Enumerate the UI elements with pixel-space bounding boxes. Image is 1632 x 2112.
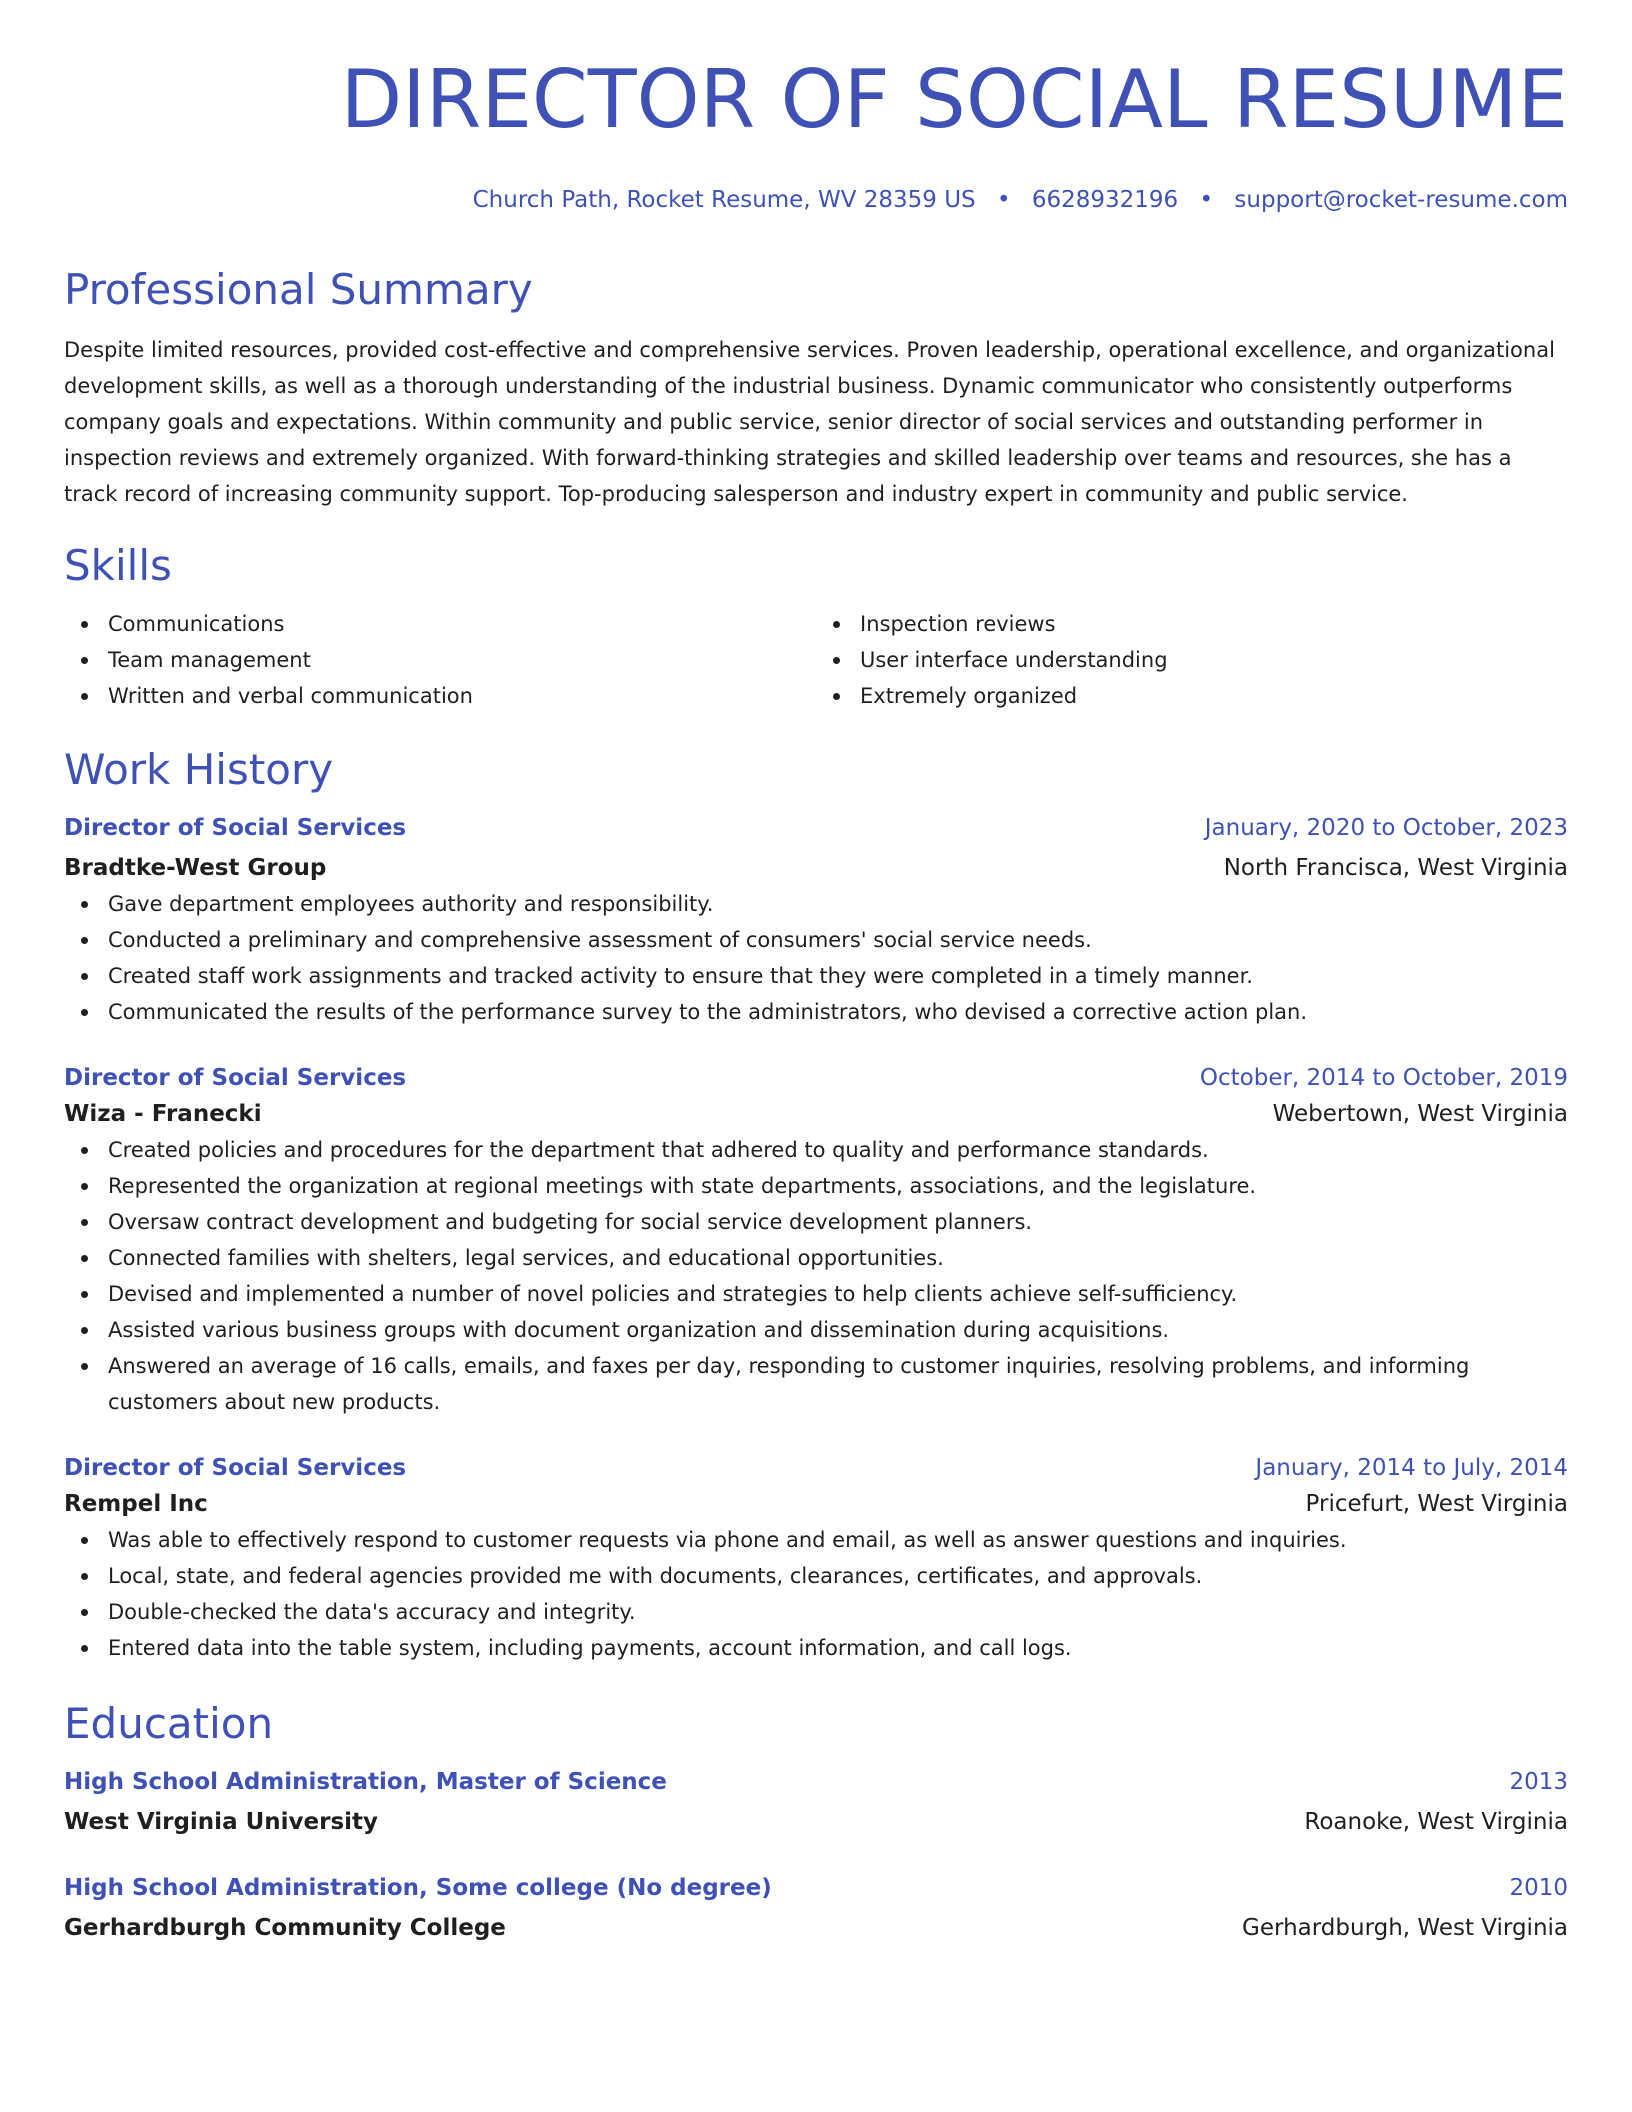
skills-column-right [816,606,1568,714]
job-bullet: Represented the organization at regional meetings with state departments, associations, and the legislature. [64,1168,1568,1204]
education-header-row [64,1764,1568,1800]
job-location: Pricefurt, West Virginia [1305,1491,1568,1517]
skills-column-left [64,606,816,714]
job-dates: January, 2014 to July, 2014 [1255,1455,1568,1481]
resume-title: DIRECTOR OF SOCIAL RESUME [340,53,1568,146]
job-title: Director of Social Services [64,1065,407,1091]
job-employer: Bradtke-West Group [64,855,327,881]
job-employer: Wiza - Franecki [64,1101,262,1127]
job-employer-row [64,1486,1568,1522]
job-bullet: Oversaw contract development and budgeting for social service development planners. [64,1204,1568,1240]
job-entry [64,1060,1568,1420]
education-year: 2010 [1509,1875,1568,1901]
job-bullet: Entered data into the table system, including payments, account information, and call logs. [64,1630,1568,1666]
job-location: Webertown, West Virginia [1272,1101,1568,1127]
education-heading: Education [64,1699,274,1748]
job-dates: October, 2014 to October, 2019 [1199,1065,1568,1091]
job-bullets [64,886,1568,1030]
education-location: Gerhardburgh, West Virginia [1242,1915,1568,1941]
job-title: Director of Social Services [64,1455,407,1481]
job-bullet: Assisted various business groups with document organization and dissemination during acquisitions. [64,1312,1568,1348]
job-bullets [64,1522,1568,1666]
education-school: West Virginia University [64,1809,379,1835]
contact-address: Church Path, Rocket Resume, WV 28359 US [472,187,976,213]
job-header-row [64,1060,1568,1096]
education-entry [64,1870,1568,1946]
contact-separator: • [996,187,1011,213]
job-bullet: Conducted a preliminary and comprehensive assessment of consumers' social service needs. [64,922,1568,958]
job-entry [64,810,1568,1030]
contact-phone: 6628932196 [1031,187,1179,213]
job-header-row [64,1450,1568,1486]
job-dates: January, 2020 to October, 2023 [1204,815,1568,841]
education-header-row [64,1870,1568,1906]
job-location: North Francisca, West Virginia [1223,855,1568,881]
skill-item: User interface understanding [816,642,1568,678]
job-bullet: Local, state, and federal agencies provided me with documents, clearances, certificates, and approvals. [64,1558,1568,1594]
job-header-row [64,810,1568,846]
skill-item: Communications [64,606,816,642]
skill-item: Written and verbal communication [64,678,816,714]
job-entry [64,1450,1568,1666]
education-degree: High School Administration, Some college (No degree) [64,1875,772,1901]
job-bullet: Created staff work assignments and tracked activity to ensure that they were completed in a timely manner. [64,958,1568,994]
education-location: Roanoke, West Virginia [1304,1809,1568,1835]
work-history-heading: Work History [64,745,334,794]
skills-heading: Skills [64,541,172,590]
job-bullet: Devised and implemented a number of novel policies and strategies to help clients achieve self-sufficiency. [64,1276,1568,1312]
job-employer-row [64,1096,1568,1132]
education-entry [64,1764,1568,1840]
job-bullet: Connected families with shelters, legal services, and educational opportunities. [64,1240,1568,1276]
skills-grid [64,606,1568,714]
job-bullets [64,1132,1568,1420]
job-bullet: Gave department employees authority and responsibility. [64,886,1568,922]
job-bullet: Double-checked the data's accuracy and integrity. [64,1594,1568,1630]
education-school: Gerhardburgh Community College [64,1915,506,1941]
education-school-row [64,1804,1568,1840]
job-bullet: Communicated the results of the performance survey to the administrators, who devised a corrective action plan. [64,994,1568,1030]
skill-item: Team management [64,642,816,678]
skill-item: Inspection reviews [816,606,1568,642]
job-bullet: Answered an average of 16 calls, emails, and faxes per day, responding to customer inquiries, resolving problems, and informing customers about new products. [64,1348,1568,1420]
job-bullet: Was able to effectively respond to customer requests via phone and email, as well as answer questions and inquiries. [64,1522,1568,1558]
skill-item: Extremely organized [816,678,1568,714]
contact-email: support@rocket-resume.com [1234,187,1568,213]
education-year: 2013 [1509,1769,1568,1795]
summary-text: Despite limited resources, provided cost-effective and comprehensive services. Proven leadership, operational excellence, and organizational development skills, as well as a thorough understanding of the industrial business. Dynamic communicator who consistently outperforms company goals and expectations. Within community and public service, senior director of social services and outstanding performer in inspection reviews and extremely organized. With forward-thinking strategies and skilled leadership over teams and resources, she has a track record of increasing community support. Top-producing salesperson and industry expert in community and public service. [64,338,1555,506]
job-employer-row [64,850,1568,886]
summary-heading: Professional Summary [64,265,533,314]
job-bullet: Created policies and procedures for the department that adhered to quality and performance standards. [64,1132,1568,1168]
contact-line [64,184,1568,216]
education-degree: High School Administration, Master of Science [64,1769,667,1795]
job-employer: Rempel Inc [64,1491,208,1517]
job-title: Director of Social Services [64,815,407,841]
contact-separator: • [1199,187,1214,213]
education-school-row [64,1910,1568,1946]
